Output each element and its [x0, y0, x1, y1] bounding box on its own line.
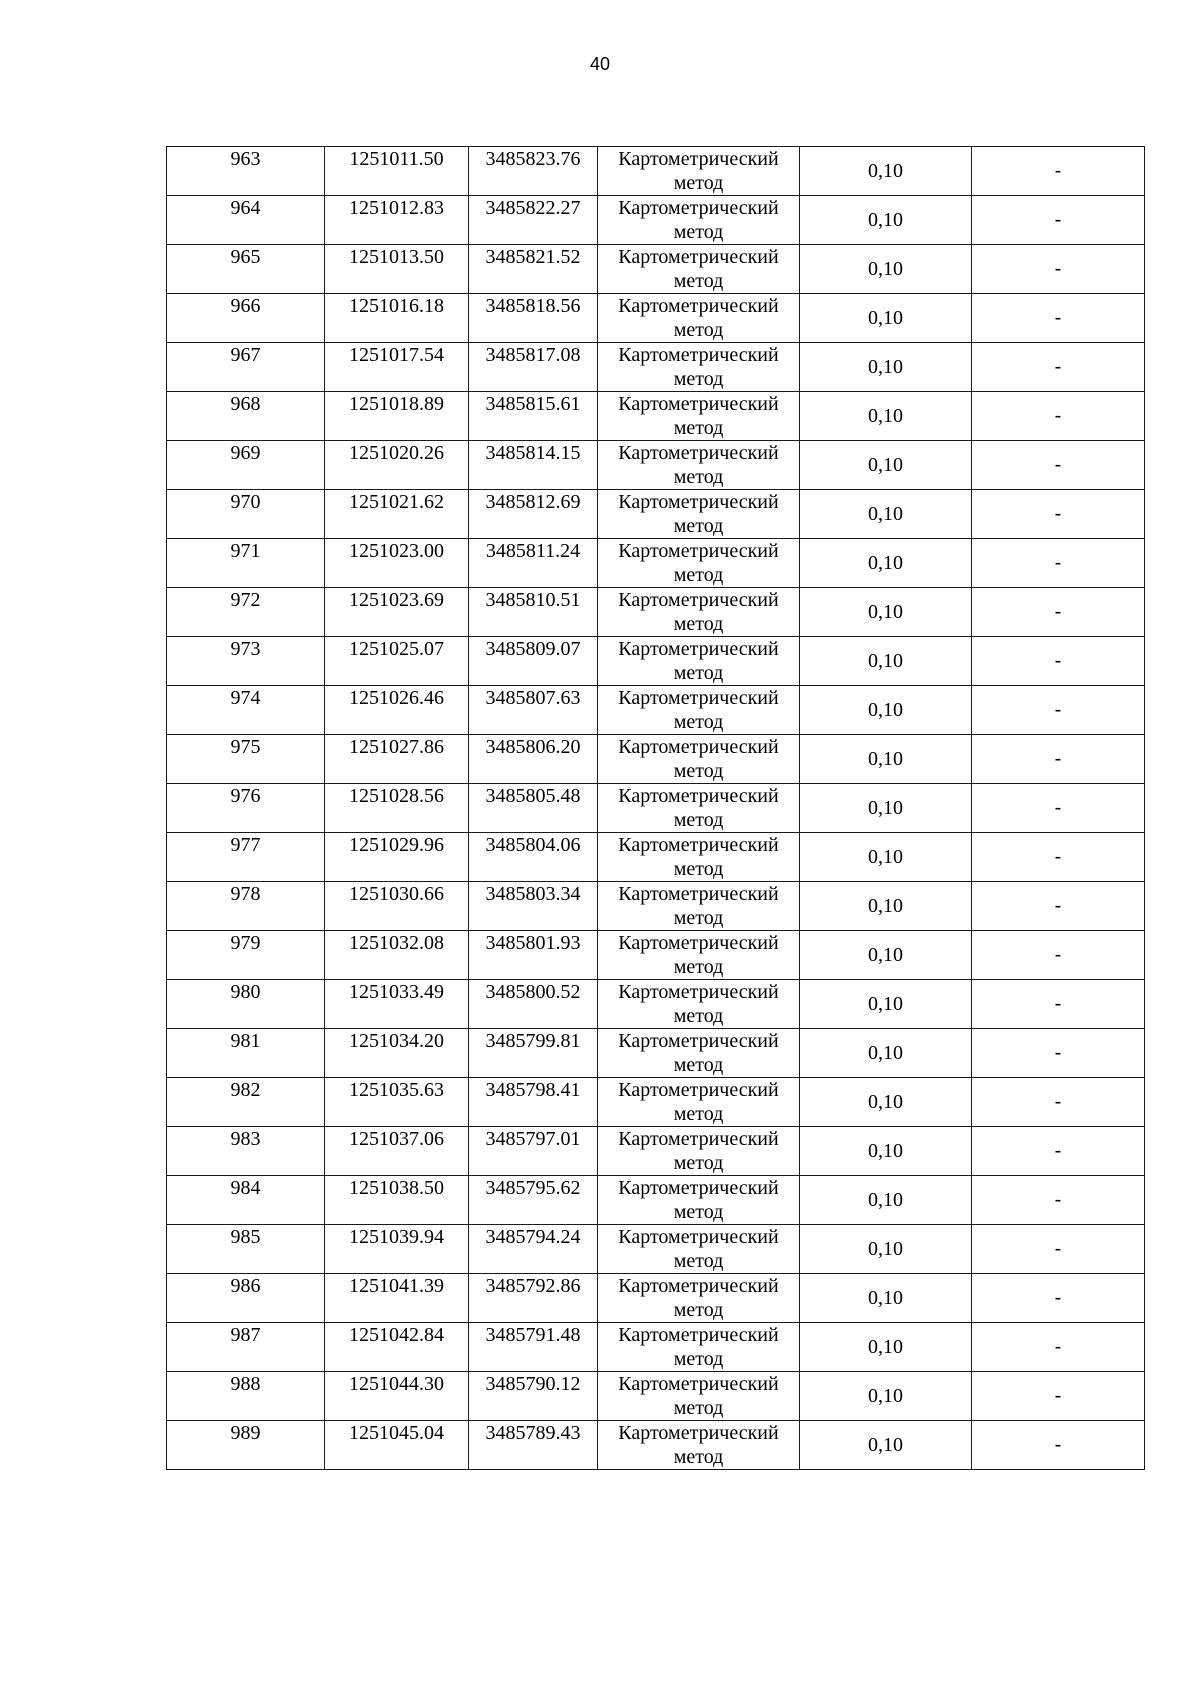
method-label-line-2: метод [673, 760, 724, 782]
method-cell [598, 1127, 800, 1176]
note-cell: - [972, 539, 1145, 588]
y-coordinate-cell: 3485818.56 [469, 294, 598, 343]
method-cell [598, 833, 800, 882]
table-row [167, 1176, 1145, 1225]
accuracy-cell: 0,10 [800, 1127, 972, 1176]
method-label-line-2: метод [673, 172, 724, 194]
accuracy-cell: 0,10 [800, 539, 972, 588]
table-row [167, 245, 1145, 294]
method-label-line-1: Картометрический [618, 834, 779, 856]
method-label-line-1: Картометрический [618, 883, 779, 905]
table-row [167, 1421, 1145, 1470]
method-cell [598, 1274, 800, 1323]
y-coordinate-cell: 3485792.86 [469, 1274, 598, 1323]
x-coordinate-cell: 1251041.39 [325, 1274, 469, 1323]
note-cell: - [972, 980, 1145, 1029]
point-number-cell: 975 [167, 735, 325, 784]
method-label-line-1: Картометрический [618, 981, 779, 1003]
method-label-line-1: Картометрический [618, 687, 779, 709]
note-cell: - [972, 1421, 1145, 1470]
table-row [167, 1372, 1145, 1421]
point-number-cell: 981 [167, 1029, 325, 1078]
table-row [167, 294, 1145, 343]
note-cell: - [972, 1372, 1145, 1421]
accuracy-cell: 0,10 [800, 686, 972, 735]
table-row [167, 196, 1145, 245]
point-number-cell: 983 [167, 1127, 325, 1176]
method-label-line-2: метод [673, 613, 724, 635]
accuracy-cell: 0,10 [800, 882, 972, 931]
accuracy-cell: 0,10 [800, 294, 972, 343]
note-cell: - [972, 588, 1145, 637]
method-label-line-2: метод [673, 270, 724, 292]
note-cell: - [972, 343, 1145, 392]
y-coordinate-cell: 3485823.76 [469, 147, 598, 196]
x-coordinate-cell: 1251018.89 [325, 392, 469, 441]
accuracy-cell: 0,10 [800, 392, 972, 441]
point-number-cell: 980 [167, 980, 325, 1029]
note-cell: - [972, 686, 1145, 735]
accuracy-cell: 0,10 [800, 147, 972, 196]
accuracy-cell: 0,10 [800, 1274, 972, 1323]
method-cell [598, 1176, 800, 1225]
note-cell: - [972, 1078, 1145, 1127]
table-row [167, 735, 1145, 784]
method-cell [598, 1078, 800, 1127]
method-cell [598, 637, 800, 686]
method-cell [598, 784, 800, 833]
note-cell: - [972, 490, 1145, 539]
method-cell [598, 539, 800, 588]
accuracy-cell: 0,10 [800, 1029, 972, 1078]
table-row [167, 539, 1145, 588]
y-coordinate-cell: 3485815.61 [469, 392, 598, 441]
accuracy-cell: 0,10 [800, 1372, 972, 1421]
x-coordinate-cell: 1251035.63 [325, 1078, 469, 1127]
table-row [167, 833, 1145, 882]
method-label-line-1: Картометрический [618, 1226, 779, 1248]
y-coordinate-cell: 3485790.12 [469, 1372, 598, 1421]
accuracy-cell: 0,10 [800, 1176, 972, 1225]
y-coordinate-cell: 3485811.24 [469, 539, 598, 588]
x-coordinate-cell: 1251011.50 [325, 147, 469, 196]
method-label-line-2: метод [673, 858, 724, 880]
method-cell [598, 931, 800, 980]
method-label-line-1: Картометрический [618, 1324, 779, 1346]
y-coordinate-cell: 3485791.48 [469, 1323, 598, 1372]
method-label-line-2: метод [673, 711, 724, 733]
point-number-cell: 964 [167, 196, 325, 245]
accuracy-cell: 0,10 [800, 784, 972, 833]
note-cell: - [972, 196, 1145, 245]
table-row [167, 1323, 1145, 1372]
note-cell: - [972, 833, 1145, 882]
method-cell [598, 196, 800, 245]
method-label-line-2: метод [673, 1446, 724, 1468]
x-coordinate-cell: 1251042.84 [325, 1323, 469, 1372]
x-coordinate-cell: 1251039.94 [325, 1225, 469, 1274]
table-row [167, 882, 1145, 931]
note-cell: - [972, 245, 1145, 294]
y-coordinate-cell: 3485806.20 [469, 735, 598, 784]
y-coordinate-cell: 3485814.15 [469, 441, 598, 490]
point-number-cell: 974 [167, 686, 325, 735]
note-cell: - [972, 441, 1145, 490]
method-label-line-1: Картометрический [618, 932, 779, 954]
y-coordinate-cell: 3485817.08 [469, 343, 598, 392]
point-number-cell: 982 [167, 1078, 325, 1127]
table-row [167, 637, 1145, 686]
method-label-line-1: Картометрический [618, 344, 779, 366]
y-coordinate-cell: 3485809.07 [469, 637, 598, 686]
method-cell [598, 686, 800, 735]
accuracy-cell: 0,10 [800, 1323, 972, 1372]
point-number-cell: 970 [167, 490, 325, 539]
method-label-line-2: метод [673, 564, 724, 586]
point-number-cell: 987 [167, 1323, 325, 1372]
point-number-cell: 971 [167, 539, 325, 588]
method-label-line-1: Картометрический [618, 1128, 779, 1150]
x-coordinate-cell: 1251030.66 [325, 882, 469, 931]
note-cell: - [972, 294, 1145, 343]
x-coordinate-cell: 1251012.83 [325, 196, 469, 245]
note-cell: - [972, 1127, 1145, 1176]
y-coordinate-cell: 3485798.41 [469, 1078, 598, 1127]
x-coordinate-cell: 1251013.50 [325, 245, 469, 294]
y-coordinate-cell: 3485797.01 [469, 1127, 598, 1176]
y-coordinate-cell: 3485805.48 [469, 784, 598, 833]
method-label-line-1: Картометрический [618, 442, 779, 464]
table-row [167, 980, 1145, 1029]
method-label-line-2: метод [673, 466, 724, 488]
method-label-line-2: метод [673, 1397, 724, 1419]
table-row [167, 1078, 1145, 1127]
note-cell: - [972, 735, 1145, 784]
accuracy-cell: 0,10 [800, 490, 972, 539]
table-row [167, 1029, 1145, 1078]
method-label-line-2: метод [673, 1152, 724, 1174]
table-row [167, 931, 1145, 980]
y-coordinate-cell: 3485812.69 [469, 490, 598, 539]
point-number-cell: 963 [167, 147, 325, 196]
y-coordinate-cell: 3485795.62 [469, 1176, 598, 1225]
method-label-line-1: Картометрический [618, 1030, 779, 1052]
point-number-cell: 988 [167, 1372, 325, 1421]
method-label-line-1: Картометрический [618, 736, 779, 758]
y-coordinate-cell: 3485801.93 [469, 931, 598, 980]
coordinates-table-body [167, 147, 1145, 1470]
note-cell: - [972, 392, 1145, 441]
method-label-line-2: метод [673, 956, 724, 978]
method-label-line-1: Картометрический [618, 1373, 779, 1395]
x-coordinate-cell: 1251016.18 [325, 294, 469, 343]
method-cell [598, 245, 800, 294]
method-label-line-1: Картометрический [618, 148, 779, 170]
method-label-line-2: метод [673, 417, 724, 439]
y-coordinate-cell: 3485821.52 [469, 245, 598, 294]
method-label-line-2: метод [673, 1005, 724, 1027]
method-cell [598, 735, 800, 784]
x-coordinate-cell: 1251026.46 [325, 686, 469, 735]
accuracy-cell: 0,10 [800, 1225, 972, 1274]
x-coordinate-cell: 1251045.04 [325, 1421, 469, 1470]
note-cell: - [972, 1225, 1145, 1274]
table-row [167, 1225, 1145, 1274]
method-label-line-1: Картометрический [618, 491, 779, 513]
x-coordinate-cell: 1251020.26 [325, 441, 469, 490]
method-label-line-1: Картометрический [618, 540, 779, 562]
y-coordinate-cell: 3485794.24 [469, 1225, 598, 1274]
note-cell: - [972, 1029, 1145, 1078]
method-cell [598, 882, 800, 931]
table-row [167, 588, 1145, 637]
point-number-cell: 967 [167, 343, 325, 392]
accuracy-cell: 0,10 [800, 441, 972, 490]
method-label-line-2: метод [673, 221, 724, 243]
point-number-cell: 968 [167, 392, 325, 441]
point-number-cell: 976 [167, 784, 325, 833]
y-coordinate-cell: 3485810.51 [469, 588, 598, 637]
method-cell [598, 490, 800, 539]
y-coordinate-cell: 3485799.81 [469, 1029, 598, 1078]
method-label-line-1: Картометрический [618, 1079, 779, 1101]
method-label-line-2: метод [673, 907, 724, 929]
x-coordinate-cell: 1251034.20 [325, 1029, 469, 1078]
method-cell [598, 588, 800, 637]
x-coordinate-cell: 1251038.50 [325, 1176, 469, 1225]
y-coordinate-cell: 3485803.34 [469, 882, 598, 931]
page-number: 40 [589, 54, 611, 74]
accuracy-cell: 0,10 [800, 931, 972, 980]
method-label-line-2: метод [673, 809, 724, 831]
x-coordinate-cell: 1251028.56 [325, 784, 469, 833]
method-label-line-2: метод [673, 1348, 724, 1370]
method-label-line-1: Картометрический [618, 785, 779, 807]
y-coordinate-cell: 3485822.27 [469, 196, 598, 245]
table-row [167, 147, 1145, 196]
table-row [167, 784, 1145, 833]
point-number-cell: 978 [167, 882, 325, 931]
method-cell [598, 1421, 800, 1470]
method-label-line-2: метод [673, 368, 724, 390]
x-coordinate-cell: 1251044.30 [325, 1372, 469, 1421]
note-cell: - [972, 1274, 1145, 1323]
method-label-line-1: Картометрический [618, 295, 779, 317]
x-coordinate-cell: 1251023.00 [325, 539, 469, 588]
point-number-cell: 972 [167, 588, 325, 637]
method-cell [598, 343, 800, 392]
method-cell [598, 147, 800, 196]
note-cell: - [972, 637, 1145, 686]
point-number-cell: 986 [167, 1274, 325, 1323]
table-row [167, 1127, 1145, 1176]
point-number-cell: 969 [167, 441, 325, 490]
accuracy-cell: 0,10 [800, 833, 972, 882]
accuracy-cell: 0,10 [800, 343, 972, 392]
method-label-line-2: метод [673, 1299, 724, 1321]
method-label-line-1: Картометрический [618, 1177, 779, 1199]
accuracy-cell: 0,10 [800, 735, 972, 784]
x-coordinate-cell: 1251029.96 [325, 833, 469, 882]
table-row [167, 1274, 1145, 1323]
table-row [167, 490, 1145, 539]
method-label-line-2: метод [673, 515, 724, 537]
x-coordinate-cell: 1251017.54 [325, 343, 469, 392]
method-cell [598, 1323, 800, 1372]
y-coordinate-cell: 3485804.06 [469, 833, 598, 882]
table-row [167, 686, 1145, 735]
x-coordinate-cell: 1251025.07 [325, 637, 469, 686]
note-cell: - [972, 784, 1145, 833]
y-coordinate-cell: 3485789.43 [469, 1421, 598, 1470]
method-cell [598, 294, 800, 343]
point-number-cell: 973 [167, 637, 325, 686]
point-number-cell: 979 [167, 931, 325, 980]
method-label-line-1: Картометрический [618, 638, 779, 660]
method-cell [598, 1225, 800, 1274]
x-coordinate-cell: 1251023.69 [325, 588, 469, 637]
table-row [167, 441, 1145, 490]
point-number-cell: 966 [167, 294, 325, 343]
method-label-line-1: Картометрический [618, 246, 779, 268]
x-coordinate-cell: 1251037.06 [325, 1127, 469, 1176]
point-number-cell: 984 [167, 1176, 325, 1225]
accuracy-cell: 0,10 [800, 980, 972, 1029]
method-label-line-1: Картометрический [618, 1422, 779, 1444]
accuracy-cell: 0,10 [800, 637, 972, 686]
method-label-line-2: метод [673, 319, 724, 341]
point-number-cell: 985 [167, 1225, 325, 1274]
accuracy-cell: 0,10 [800, 196, 972, 245]
coordinates-table [166, 146, 1145, 1470]
accuracy-cell: 0,10 [800, 1078, 972, 1127]
y-coordinate-cell: 3485800.52 [469, 980, 598, 1029]
accuracy-cell: 0,10 [800, 245, 972, 294]
method-cell [598, 441, 800, 490]
table-row [167, 392, 1145, 441]
note-cell: - [972, 1176, 1145, 1225]
method-label-line-2: метод [673, 1103, 724, 1125]
method-label-line-1: Картометрический [618, 589, 779, 611]
method-cell [598, 980, 800, 1029]
note-cell: - [972, 147, 1145, 196]
method-label-line-2: метод [673, 1201, 724, 1223]
note-cell: - [972, 882, 1145, 931]
x-coordinate-cell: 1251033.49 [325, 980, 469, 1029]
y-coordinate-cell: 3485807.63 [469, 686, 598, 735]
point-number-cell: 977 [167, 833, 325, 882]
method-label-line-1: Картометрический [618, 1275, 779, 1297]
x-coordinate-cell: 1251027.86 [325, 735, 469, 784]
method-label-line-2: метод [673, 1250, 724, 1272]
note-cell: - [972, 931, 1145, 980]
x-coordinate-cell: 1251021.62 [325, 490, 469, 539]
method-cell [598, 1372, 800, 1421]
accuracy-cell: 0,10 [800, 588, 972, 637]
accuracy-cell: 0,10 [800, 1421, 972, 1470]
x-coordinate-cell: 1251032.08 [325, 931, 469, 980]
method-label-line-1: Картометрический [618, 393, 779, 415]
method-label-line-2: метод [673, 1054, 724, 1076]
note-cell: - [972, 1323, 1145, 1372]
table-row [167, 343, 1145, 392]
method-cell [598, 392, 800, 441]
point-number-cell: 965 [167, 245, 325, 294]
point-number-cell: 989 [167, 1421, 325, 1470]
method-cell [598, 1029, 800, 1078]
method-label-line-1: Картометрический [618, 197, 779, 219]
method-label-line-2: метод [673, 662, 724, 684]
